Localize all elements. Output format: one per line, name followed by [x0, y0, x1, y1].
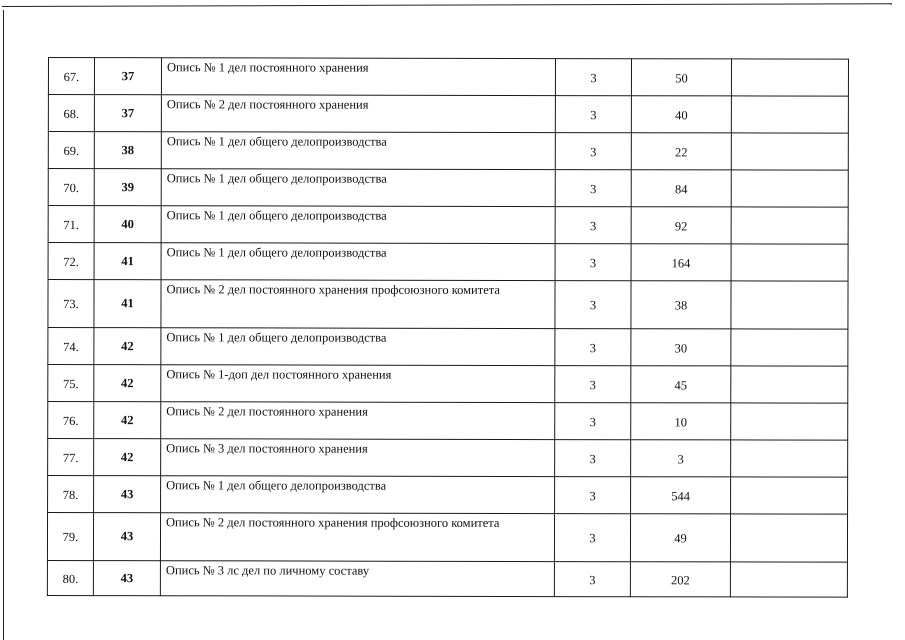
- document-sheet: [47, 57, 849, 598]
- fund-number-cell: 42: [94, 328, 161, 365]
- note-cell: [731, 440, 848, 477]
- fund-number-cell: 37: [94, 95, 161, 132]
- file-count-cell: 202: [630, 562, 730, 597]
- table-row: [47, 513, 847, 563]
- table-row: [48, 402, 848, 441]
- term-cell: 3: [555, 281, 631, 329]
- table-row: [48, 439, 848, 478]
- term-cell: 3: [555, 244, 631, 281]
- file-count-cell: 10: [631, 403, 731, 440]
- file-count-cell: 30: [631, 329, 731, 366]
- inventory-title-cell: Опись № 3 лс дел по личному составу: [160, 561, 554, 597]
- row-number-cell: 68.: [48, 95, 94, 132]
- table-row: [48, 169, 848, 208]
- note-cell: [731, 170, 848, 207]
- inventory-title-cell: Опись № 2 дел постоянного хранения профсоюзного комитета: [161, 280, 555, 329]
- note-cell: [731, 329, 848, 366]
- note-cell: [730, 562, 847, 597]
- fund-number-cell: 42: [94, 402, 161, 439]
- term-cell: 3: [555, 477, 631, 514]
- fund-number-cell: 40: [94, 206, 161, 243]
- row-number-cell: 75.: [48, 365, 94, 402]
- table-row: [48, 132, 848, 171]
- row-number-cell: 67.: [48, 58, 94, 95]
- table-row: [48, 95, 848, 134]
- inventory-title-cell: Опись № 3 дел постоянного хранения: [161, 439, 555, 477]
- table-row: [48, 280, 848, 330]
- table-row: [48, 243, 848, 282]
- inventory-title-cell: Опись № 2 дел постоянного хранения профсоюзного комитета: [160, 513, 554, 562]
- inventory-title-cell: Опись № 1 дел общего делопроизводства: [161, 243, 555, 281]
- inventory-title-cell: Опись № 1 дел общего делопроизводства: [161, 206, 555, 244]
- row-number-cell: 76.: [48, 402, 94, 439]
- fund-number-cell: 43: [94, 476, 161, 513]
- inventory-title-cell: Опись № 1 дел общего делопроизводства: [161, 328, 555, 366]
- note-cell: [731, 403, 848, 440]
- row-number-cell: 77.: [48, 439, 94, 476]
- fund-number-cell: 43: [93, 513, 160, 561]
- term-cell: 3: [555, 366, 631, 403]
- file-count-cell: 22: [631, 133, 731, 170]
- term-cell: 3: [555, 403, 631, 440]
- inventory-title-cell: Опись № 1 дел постоянного хранения: [161, 58, 555, 96]
- term-cell: 3: [555, 96, 631, 133]
- file-count-cell: 45: [631, 366, 731, 403]
- row-number-cell: 69.: [48, 132, 94, 169]
- file-count-cell: 49: [630, 514, 730, 562]
- row-number-cell: 70.: [48, 169, 94, 206]
- note-cell: [731, 59, 848, 96]
- fund-number-cell: 37: [94, 58, 161, 95]
- inventory-title-cell: Опись № 1 дел общего делопроизводства: [161, 476, 555, 514]
- file-count-cell: 50: [631, 59, 731, 96]
- fund-number-cell: 43: [93, 561, 160, 596]
- fund-number-cell: 38: [94, 132, 161, 169]
- term-cell: 3: [555, 440, 631, 477]
- row-number-cell: 72.: [48, 243, 94, 280]
- scan-page-edge-top: [2, 3, 892, 7]
- table-row: [47, 560, 847, 597]
- table-row: [48, 206, 848, 245]
- file-count-cell: 544: [631, 477, 731, 514]
- note-cell: [731, 477, 848, 514]
- term-cell: 3: [555, 133, 631, 170]
- fund-number-cell: 41: [94, 280, 161, 328]
- row-number-cell: 71.: [48, 206, 94, 243]
- note-cell: [731, 281, 848, 329]
- row-number-cell: 78.: [48, 476, 94, 513]
- inventory-table: [47, 57, 849, 598]
- note-cell: [731, 244, 848, 281]
- inventory-title-cell: Опись № 2 дел постоянного хранения: [161, 95, 555, 133]
- term-cell: 3: [555, 329, 631, 366]
- table-row: [48, 365, 848, 404]
- inventory-title-cell: Опись № 1 дел общего делопроизводства: [161, 169, 555, 207]
- fund-number-cell: 39: [94, 169, 161, 206]
- term-cell: 3: [554, 562, 630, 597]
- scan-page-edge-left: [3, 10, 4, 640]
- fund-number-cell: 42: [94, 365, 161, 402]
- file-count-cell: 40: [631, 96, 731, 133]
- table-row: [48, 328, 848, 367]
- file-count-cell: 164: [631, 244, 731, 281]
- file-count-cell: 38: [631, 281, 731, 329]
- note-cell: [731, 366, 848, 403]
- term-cell: 3: [555, 59, 631, 96]
- fund-number-cell: 42: [94, 439, 161, 476]
- term-cell: 3: [555, 207, 631, 244]
- file-count-cell: 92: [631, 207, 731, 244]
- file-count-cell: 84: [631, 170, 731, 207]
- inventory-title-cell: Опись № 1-доп дел постоянного хранения: [161, 365, 555, 403]
- inventory-title-cell: Опись № 2 дел постоянного хранения: [161, 402, 555, 440]
- table-row: [48, 58, 848, 97]
- fund-number-cell: 41: [94, 243, 161, 280]
- row-number-cell: 79.: [47, 513, 93, 561]
- row-number-cell: 74.: [48, 328, 94, 365]
- note-cell: [730, 514, 847, 562]
- row-number-cell: 73.: [48, 280, 94, 328]
- note-cell: [731, 133, 848, 170]
- row-number-cell: 80.: [47, 560, 93, 595]
- file-count-cell: 3: [631, 440, 731, 477]
- term-cell: 3: [555, 170, 631, 207]
- term-cell: 3: [554, 514, 630, 562]
- inventory-title-cell: Опись № 1 дел общего делопроизводства: [161, 132, 555, 170]
- note-cell: [731, 207, 848, 244]
- note-cell: [731, 96, 848, 133]
- table-row: [48, 476, 848, 515]
